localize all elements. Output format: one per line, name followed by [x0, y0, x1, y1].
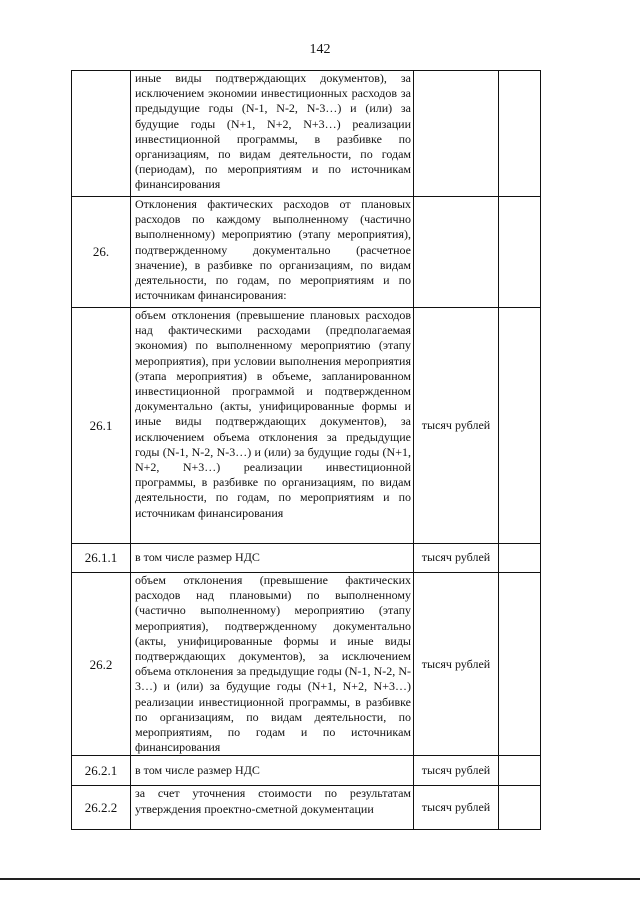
row-unit: тысяч рублей — [414, 573, 499, 756]
row-number: 26.2.2 — [72, 786, 131, 830]
row-number: 26. — [72, 197, 131, 308]
row-number: 26.2 — [72, 573, 131, 756]
row-unit — [414, 197, 499, 308]
table-row — [72, 71, 541, 197]
row-number: 26.2.1 — [72, 756, 131, 786]
row-unit: тысяч рублей — [414, 756, 499, 786]
row-value-cell — [499, 786, 541, 830]
table-row — [72, 756, 541, 786]
row-description: объем отклонения (превышение плановых расходов над фактическими расходами (предполагаемая экономия) по выполненному мероприятию (этапу мероприятия), при условии выполнения мероприятия (этапа мероприятия) в объеме, запланированном инвестиционной программой и подтвержденном документально (акты, унифицированные формы и иные виды подтверждающих документов), за исключением объема отклонения за предыдущие годы (N-1, N-2, N-3…) и (или) за будущие годы (N+1, N+2, N+3…) реализации инвестиционной программы, в разбивке по организациям, по видам деятельности, по годам, по мероприятиям и по источникам финансирования — [131, 308, 414, 544]
row-unit: тысяч рублей — [414, 786, 499, 830]
table-row — [72, 197, 541, 308]
table-row — [72, 573, 541, 756]
row-description: в том числе размер НДС — [131, 544, 414, 573]
row-value-cell — [499, 197, 541, 308]
row-description: в том числе размер НДС — [131, 756, 414, 786]
row-description: за счет уточнения стоимости по результатам утверждения проектно-сметной документации — [131, 786, 414, 830]
row-value-cell — [499, 756, 541, 786]
row-unit: тысяч рублей — [414, 544, 499, 573]
page-number: 142 — [309, 42, 331, 57]
row-description: Отклонения фактических расходов от плановых расходов по каждому выполненному (частично выполненному) мероприятию (этапу мероприятия), подтвержденному документально (расчетное значение), в разбивке по организациям, по видам деятельности, по годам, по мероприятиям и по источникам финансирования: — [131, 197, 414, 308]
row-description: иные виды подтверждающих документов), за исключением экономии инвестиционных расходов за предыдущие годы (N-1, N-2, N-3…) и (или) за будущие годы (N+1, N+2, N+3…) реализации инвестиционной программы, в разбивке по организациям, по видам деятельности, по годам (периодам), по мероприятиям и по источникам финансирования — [131, 71, 414, 197]
row-number: 26.1.1 — [72, 544, 131, 573]
row-value-cell — [499, 71, 541, 197]
row-unit: тысяч рублей — [414, 308, 499, 544]
row-number — [72, 71, 131, 197]
row-value-cell — [499, 544, 541, 573]
row-unit — [414, 71, 499, 197]
row-value-cell — [499, 573, 541, 756]
row-value-cell — [499, 308, 541, 544]
row-number: 26.1 — [72, 308, 131, 544]
scan-edge-line — [0, 878, 640, 880]
indicators-table — [71, 70, 541, 830]
table-row — [72, 786, 541, 830]
table-row — [72, 308, 541, 544]
table-row — [72, 544, 541, 573]
row-description: объем отклонения (превышение фактических расходов над плановыми) по выполненному (частично выполненному) мероприятию (этапу мероприятия), подтвержденному документально (акты, унифицированные формы и иные виды подтверждающих документов), за исключением объема отклонения за предыдущие годы (N-1, N-2, N-3…) и (или) за будущие годы (N+1, N+2, N+3…) реализации инвестиционной программы, в разбивке по организациям, по видам деятельности, по мероприятиям, по годам и по источникам финансирования — [131, 573, 414, 756]
